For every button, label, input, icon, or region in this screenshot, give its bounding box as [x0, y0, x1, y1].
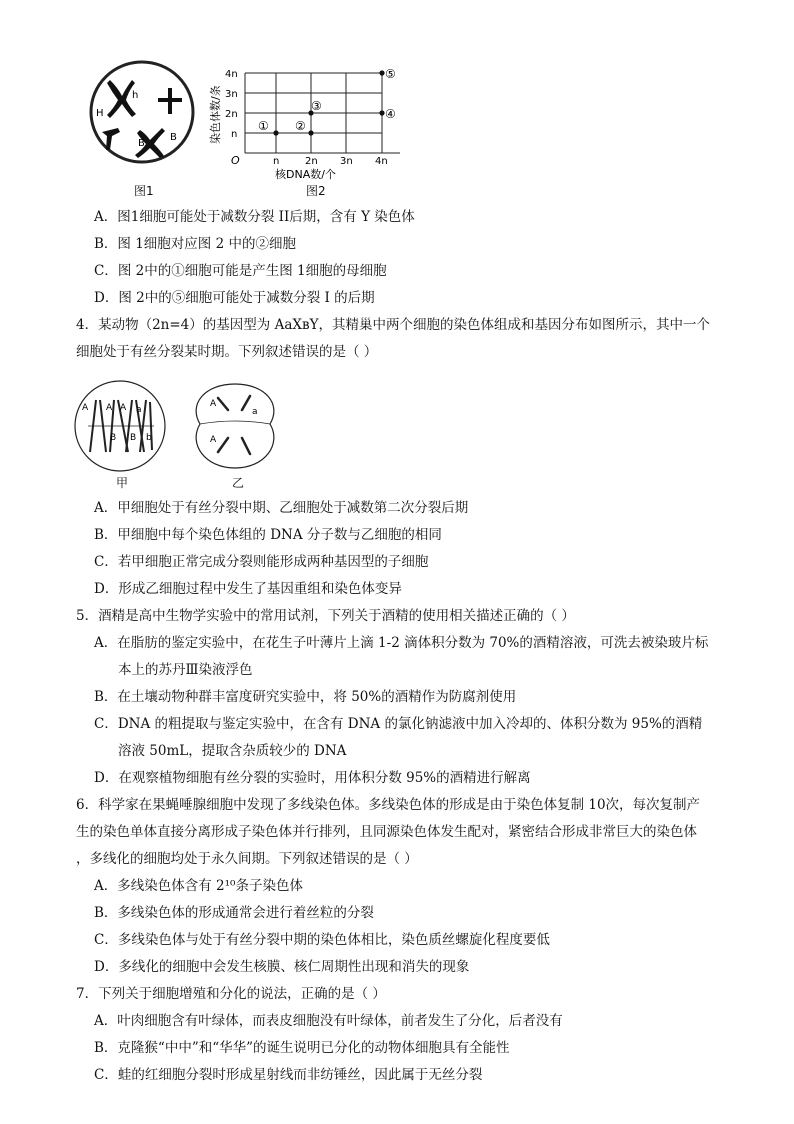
fig4-b-label-2: a	[252, 407, 258, 417]
fig1-label-h: h	[132, 90, 139, 101]
figure-4-cells	[70, 376, 290, 486]
figure-2-graph	[205, 58, 415, 188]
figure-4-caption-a: 甲	[116, 476, 129, 490]
figure-4-caption-b: 乙	[232, 476, 245, 490]
q4-option-d: D．形成乙细胞过程中发生了基因重组和染色体变异	[94, 581, 402, 597]
q6-stem-line2: 生的染色单体直接分离形成子染色体并行排列，且同源染色体发生配对，紧密结合形成非常巨大的染色体	[76, 824, 697, 840]
fig4-b-label-3: A	[210, 435, 217, 445]
figure-2-caption: 图2	[306, 184, 326, 198]
fig1-label-H: H	[96, 108, 104, 119]
fig2-origin: O	[231, 154, 240, 167]
fig2-point-1: ①	[258, 119, 269, 133]
fig2-xtick-4n: 4n	[375, 156, 388, 167]
q4-option-c: C．若甲细胞正常完成分裂则能形成两种基因型的子细胞	[94, 554, 429, 570]
fig2-point-4: ④	[385, 107, 396, 121]
q6-option-a: A．多线染色体含有 2¹⁰条子染色体	[94, 878, 303, 894]
fig2-ylabel: 染色体数/条	[209, 85, 222, 144]
q3-option-c: C．图 2中的①细胞可能是产生图 1细胞的母细胞	[94, 263, 387, 279]
fig4-a-label-4: A	[120, 403, 127, 413]
fig4-a-label-7: b	[146, 433, 152, 443]
fig4-a-label-6: B	[130, 433, 137, 443]
q6-option-b: B．多线染色体的形成通常会进行着丝粒的分裂	[94, 905, 374, 921]
figure-1-cell	[88, 58, 198, 168]
q5-option-c-line2: 溶液 50mL，提取含杂质较少的 DNA	[118, 743, 347, 759]
q6-stem-line1: 6．科学家在果蝇唾腺细胞中发现了多线染色体。多线染色体的形成是由于染色体复制 10次，每次复制产	[76, 797, 701, 813]
fig2-point-2: ②	[295, 119, 306, 133]
q5-option-b: B．在土壤动物种群丰富度研究实验中，将 50%的酒精作为防腐剂使用	[94, 689, 517, 705]
fig2-point-5: ⑤	[385, 67, 396, 81]
q7-stem: 7．下列关于细胞增殖和分化的说法，正确的是（ ）	[76, 986, 386, 1002]
q4-stem-line1: 4．某动物（2n=4）的基因型为 AaXʙY，其精巢中两个细胞的染色体组成和基因分布如图所示，其中一个	[76, 317, 710, 333]
fig4-b-label-1: A	[210, 399, 217, 409]
q4-option-a: A．甲细胞处于有丝分裂中期、乙细胞处于减数第二次分裂后期	[94, 500, 469, 516]
fig2-xtick-3n: 3n	[340, 156, 353, 167]
q3-option-b: B．图 1细胞对应图 2 中的②细胞	[94, 236, 296, 252]
fig2-ytick-4n: 4n	[225, 69, 238, 80]
fig4-a-label-5: B	[110, 433, 117, 443]
fig1-label-B2: B	[170, 132, 177, 143]
q7-option-a: A．叶肉细胞含有叶绿体，而表皮细胞没有叶绿体，前者发生了分化，后者没有	[94, 1013, 563, 1029]
q4-option-b: B．甲细胞中每个染色体组的 DNA 分子数与乙细胞的相同	[94, 527, 442, 543]
q7-option-b: B．克隆猴“中中”和“华华”的诞生说明已分化的动物体细胞具有全能性	[94, 1040, 510, 1056]
q5-option-a-line2: 本上的苏丹Ⅲ染液浮色	[118, 662, 253, 678]
fig2-xtick-n: n	[273, 156, 280, 167]
q6-stem-line3: ，多线化的细胞均处于永久间期。下列叙述错误的是（ ）	[76, 851, 418, 867]
fig2-xtick-2n: 2n	[305, 156, 318, 167]
fig2-ytick-n: n	[231, 129, 238, 140]
fig4-a-label-1: A	[82, 403, 89, 413]
q5-option-a-line1: A．在脂肪的鉴定实验中，在花生子叶薄片上滴 1-2 滴体积分数为 70%的酒精溶液，可洗去被染玻片标	[94, 635, 709, 651]
fig4-a-label-3: a	[136, 405, 142, 415]
q3-option-d: D．图 2中的⑤细胞可能处于减数分裂 I 的后期	[94, 290, 375, 306]
q5-option-c-line1: C．DNA 的粗提取与鉴定实验中，在含有 DNA 的氯化钠滤液中加入冷却的、体积分数为 95%的酒精	[94, 716, 703, 732]
q7-option-c: C．蛙的红细胞分裂时形成星射线而非纺锤丝，因此属于无丝分裂	[94, 1067, 483, 1083]
fig2-ytick-3n: 3n	[225, 89, 238, 100]
q3-option-a: A．图1细胞可能处于减数分裂 II后期，含有 Y 染色体	[94, 209, 415, 225]
fig1-label-B1: B	[138, 138, 145, 149]
q6-option-c: C．多线染色体与处于有丝分裂中期的染色体相比，染色质丝螺旋化程度要低	[94, 932, 550, 948]
fig2-xlabel: 核DNA数/个	[275, 168, 336, 181]
q5-option-d: D．在观察植物细胞有丝分裂的实验时，用体积分数 95%的酒精进行解离	[94, 770, 531, 786]
figure-1-caption: 图1	[134, 184, 154, 198]
q6-option-d: D．多线化的细胞中会发生核膜、核仁周期性出现和消失的现象	[94, 959, 470, 975]
q5-stem: 5．酒精是高中生物学实验中的常用试剂，下列关于酒精的使用相关描述正确的（ ）	[76, 608, 575, 624]
fig2-point-3: ③	[311, 99, 322, 113]
fig2-ytick-2n: 2n	[225, 109, 238, 120]
q4-stem-line2: 细胞处于有丝分裂某时期。下列叙述错误的是（ ）	[76, 344, 378, 360]
fig4-a-label-2: A	[106, 403, 113, 413]
